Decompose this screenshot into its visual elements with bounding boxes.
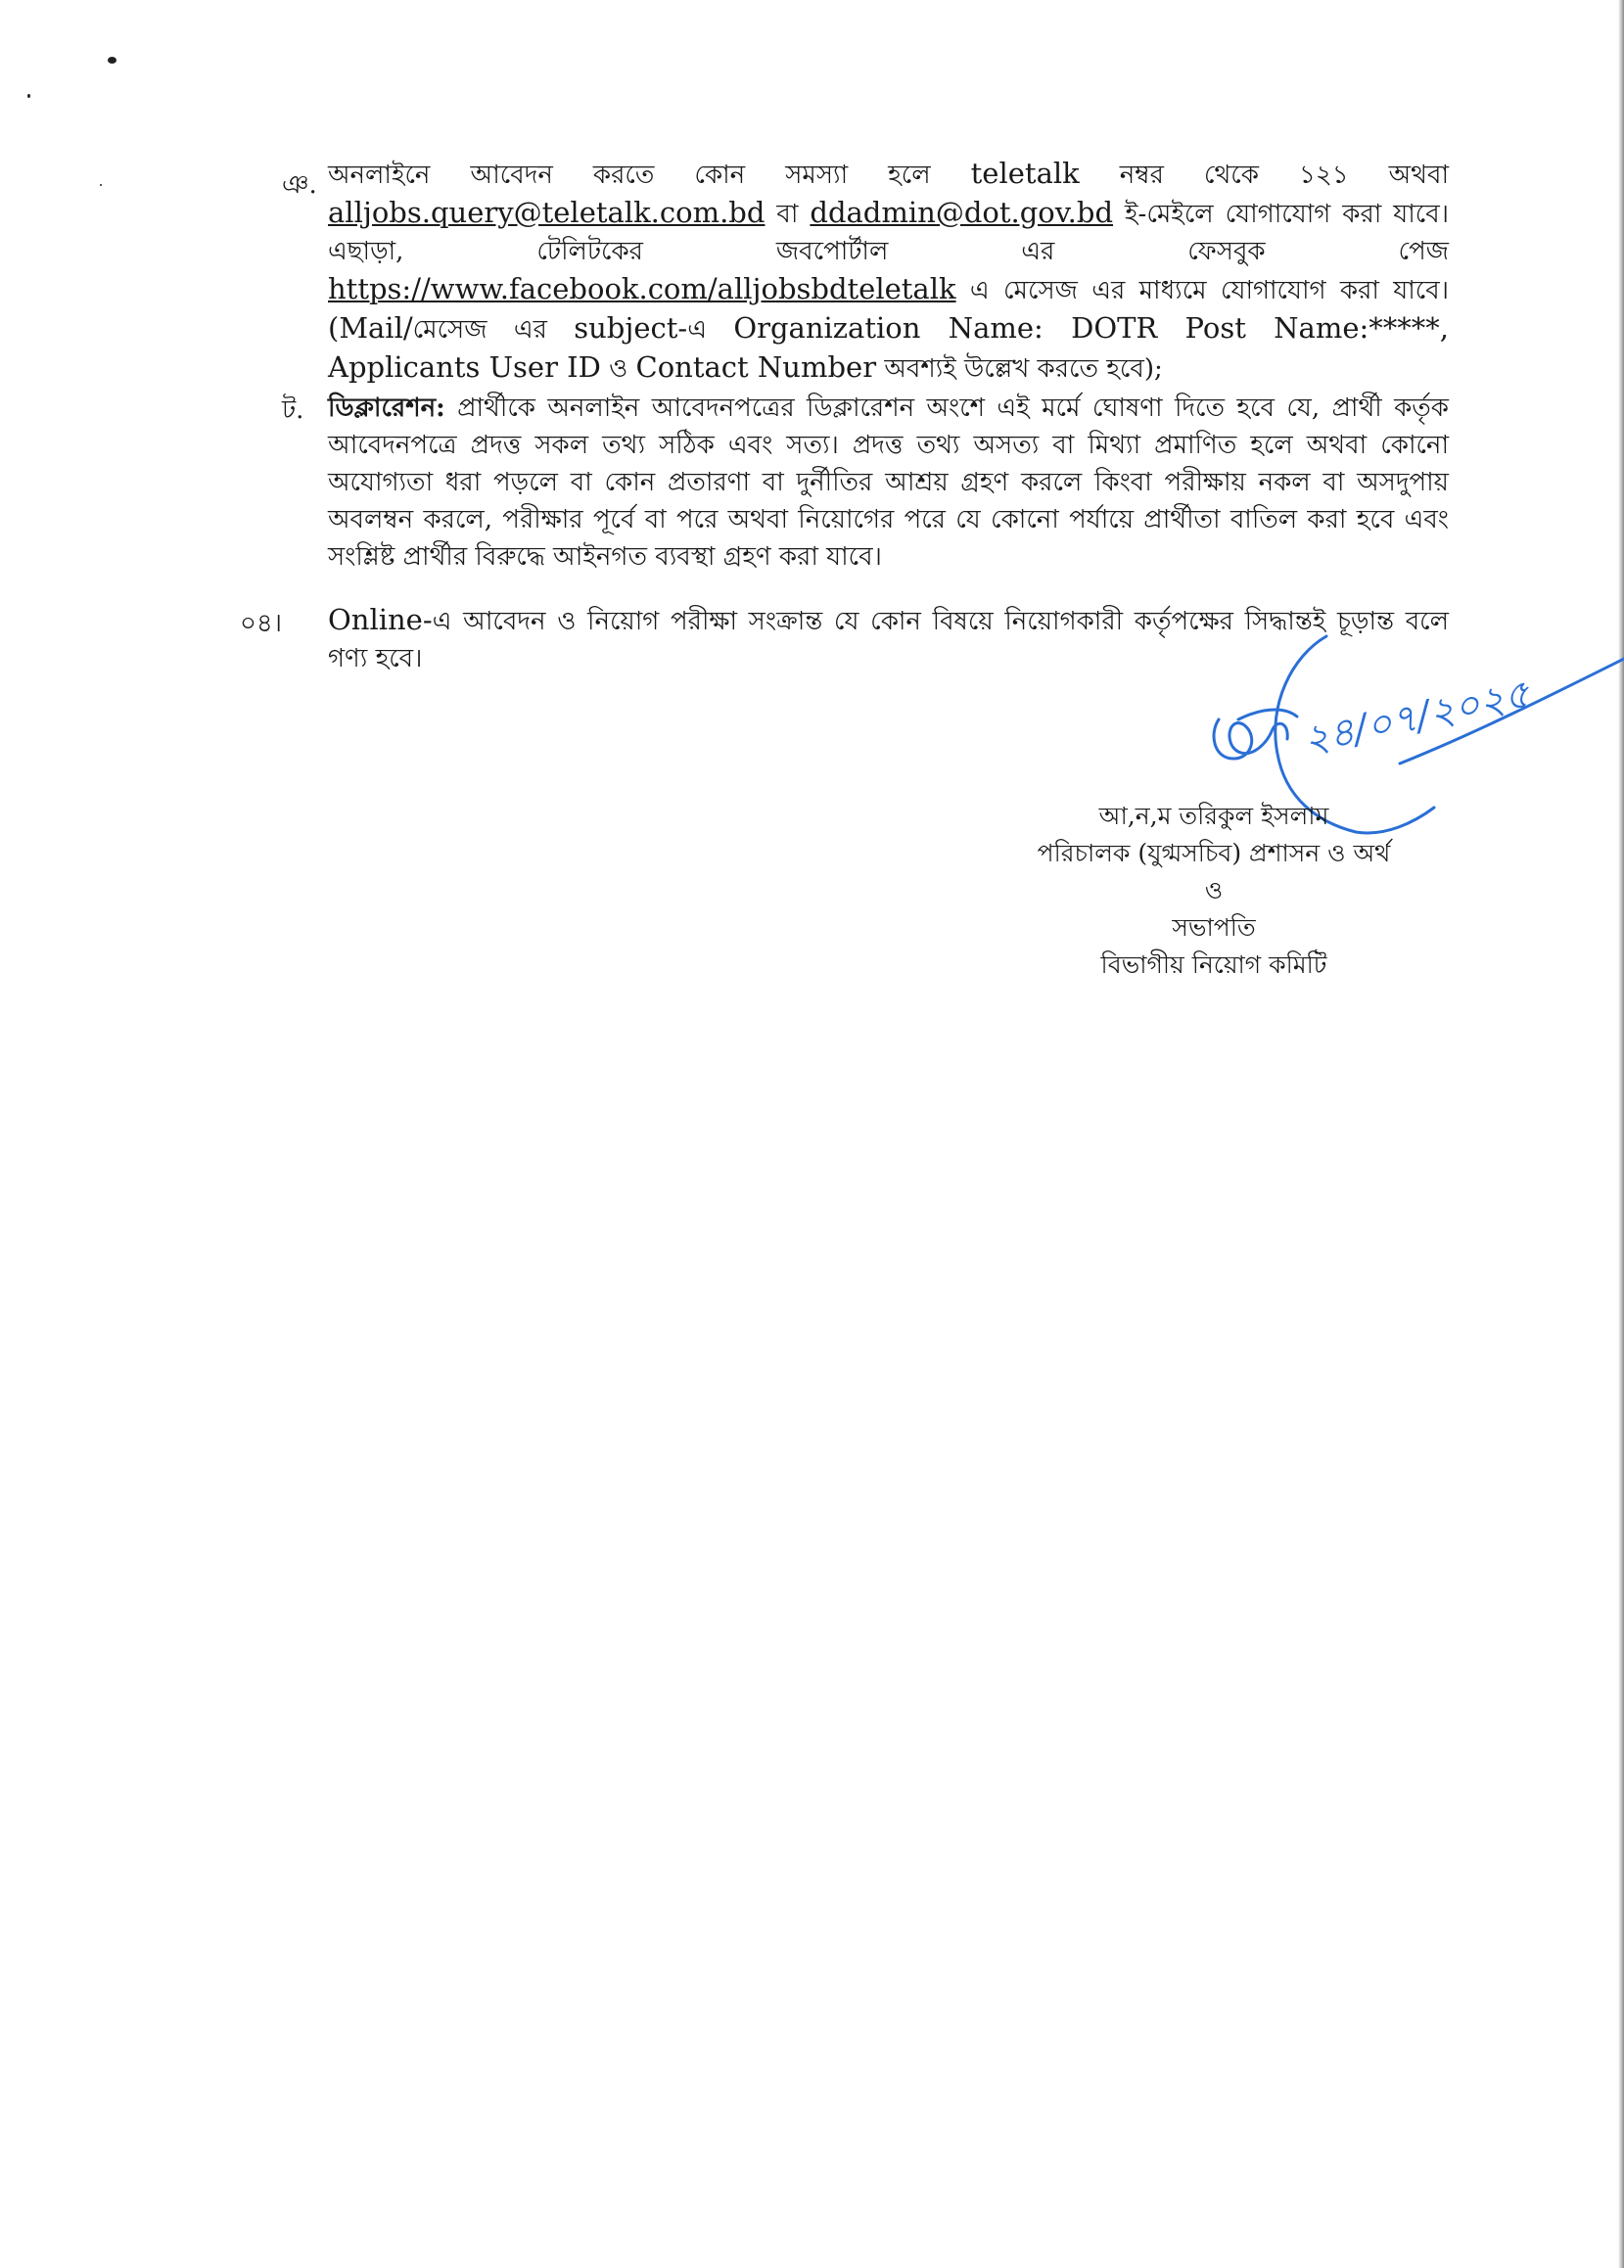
item-marker-nya: ঞ. — [282, 170, 317, 200]
facebook-page-link[interactable]: https://www.facebook.com/alljobsbdteletalk — [328, 272, 956, 305]
text-segment: এ — [687, 315, 734, 345]
text-segment: (Mail/ — [328, 311, 413, 345]
signatory-conjunction: ও — [1204, 876, 1224, 904]
declaration-heading: ডিক্লারেশন: — [328, 393, 445, 423]
signatory-role: সভাপতি — [1172, 913, 1256, 942]
signatory-committee: বিভাগীয় নিয়োগ কমিটি — [1100, 950, 1327, 979]
text-segment: নম্বর থেকে ১২১ অথবা — [1079, 161, 1450, 190]
email-link-ddadmin[interactable]: ddadmin@dot.gov.bd — [810, 196, 1114, 229]
text-segment: বা — [765, 200, 811, 229]
item-marker-04: ০৪। — [240, 609, 283, 638]
signature-date: ২৪/০৭/২০২৫ — [1299, 671, 1534, 764]
scan-edge — [1618, 0, 1624, 2268]
email-link-alljobs[interactable]: alljobs.query@teletalk.com.bd — [328, 196, 766, 229]
item-nya-text — [328, 155, 1449, 388]
text-segment: মেসেজ এর — [412, 315, 575, 345]
scan-speck — [27, 94, 30, 98]
scan-speck — [100, 184, 102, 186]
scan-speck — [108, 57, 116, 64]
text-segment: Organization Name: DOTR Post Name:*****, Applicants User ID — [328, 311, 1449, 384]
signatory-name: আ,ন,ম তরিকুল ইসলাম — [1098, 802, 1329, 830]
signature-block — [1008, 798, 1419, 984]
signatory-designation: পরিচালক (যুগ্মসচিব) প্রশাসন ও অর্থ — [1037, 839, 1391, 867]
text-segment: এ মেসেজ এর মাধ্যমে যোগাযোগ করা যাবে। — [955, 276, 1449, 305]
item-ta-text — [328, 390, 1449, 576]
item-marker-ta: ট. — [282, 395, 304, 425]
teletalk-text: teletalk — [970, 157, 1080, 190]
signature-stroke — [1238, 710, 1297, 719]
text-segment: অবশ্যই উল্লেখ করতে হবে); — [876, 354, 1163, 384]
text-segment: Contact Number — [635, 350, 877, 384]
declaration-body: প্রার্থীকে অনলাইন আবেদনপত্রের ডিক্লারেশন অংশে এই মর্মে ঘোষণা দিতে হবে যে, প্রার্থী কর্তৃক আবেদনপত্রে প্রদত্ত সকল তথ্য সঠিক এবং সত্য। প্রদত্ত তথ্য অসত্য বা মিথ্যা প্রমাণিত হলে অথবা কোনো অযোগ্যতা ধরা পড়লে বা কোন প্রতারণা বা দুর্নীতির আশ্রয় গ্রহণ করলে কিংবা পরীক্ষায় নকল বা অসদুপায় অবলম্বন করলে, পরীক্ষার পূর্বে বা পরে অথবা নিয়োগের পরে যে কোনো পর্যায়ে প্রার্থীতা বাতিল করা হবে এবং সংশ্লিষ্ট প্রার্থীর বিরুদ্ধে আইনগত ব্যবস্থা গ্রহণ করা যাবে। — [328, 393, 1449, 572]
text-segment: ও — [600, 354, 636, 384]
text-segment: অনলাইনে আবেদন করতে কোন সমস্যা হলে — [328, 161, 971, 190]
text-segment: এ আবেদন ও নিয়োগ পরীক্ষা সংক্রান্ত যে কোন বিষয়ে নিয়োগকারী কর্তৃপক্ষের সিদ্ধান্তই চূড়ান্ত বলে গণ্য হবে। — [328, 607, 1449, 673]
text-segment: subject- — [574, 311, 688, 345]
online-text: Online- — [328, 603, 433, 636]
text-segment: ই-মেইলে যোগাযোগ করা যাবে। এছাড়া, টেলিটকের জবপোর্টাল এর ফেসবুক পেজ — [328, 200, 1449, 266]
